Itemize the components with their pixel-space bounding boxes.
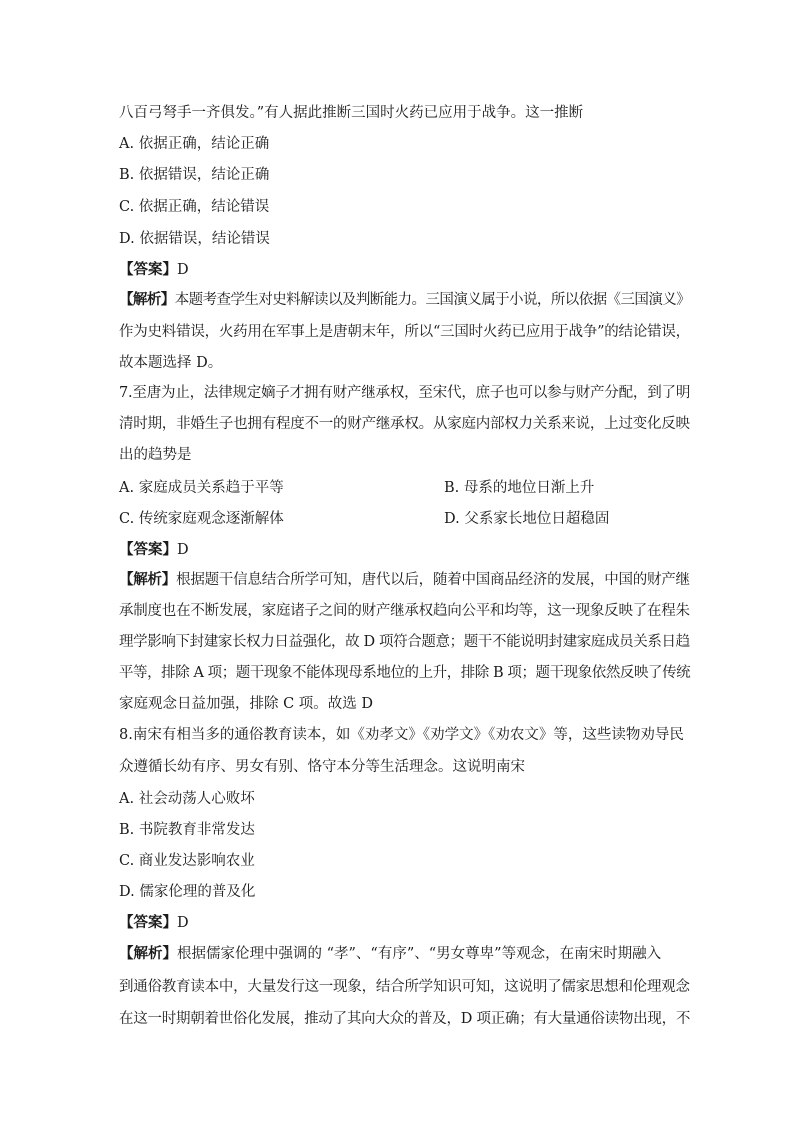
q8-stem-line-2: 众遵循长幼有序、男女有别、恪守本分等生活理念。这说明南宋 bbox=[119, 759, 525, 775]
q8-analysis-line-1 bbox=[119, 944, 661, 964]
q7-analysis-line-1 bbox=[119, 570, 690, 590]
q7-option-d: D. 父系家长地位日超稳固 bbox=[444, 511, 610, 527]
q7-analysis-line-2: 承制度也在不断发展，家庭诸子之间的财产继承权趋向公平和均等，这一现象反映了在程朱 bbox=[119, 603, 690, 619]
q7-stem-line-1: 7.至唐为止，法律规定嫡子才拥有财产继承权，至宋代，庶子也可以参与财产分配，到了明 bbox=[119, 385, 691, 401]
q7-analysis-line-5: 家庭观念日益加强，排除 C 项。故选 D bbox=[119, 696, 374, 712]
q6-stem-tail: 八百弓弩手一齐俱发。”有人据此推断三国时火药已应用于战争。这一推断 bbox=[119, 105, 584, 121]
q7-option-b: B. 母系的地位日渐上升 bbox=[444, 480, 595, 496]
analysis-text: 根据儒家伦理中强调的 “孝”、“有序”、“男女尊卑”等观念，在南宋时期融入 bbox=[177, 946, 662, 962]
q6-analysis-line-1 bbox=[119, 290, 690, 310]
answer-label: 【答案】 bbox=[119, 541, 177, 558]
q7-analysis-line-4: 平等，排除 A 项；题干现象不能体现母系地位的上升，排除 B 项；题干现象依然反映了传统 bbox=[119, 665, 691, 681]
analysis-label: 【解析】 bbox=[119, 945, 177, 962]
q6-analysis-line-3: 故本题选择 D。 bbox=[119, 355, 223, 371]
analysis-text: 本题考查学生对史料解读以及判断能力。三国演义属于小说，所以依据《三国演义》 bbox=[174, 292, 691, 308]
q8-option-a: A. 社会动荡人心败坏 bbox=[119, 791, 255, 807]
q6-analysis-line-2: 作为史料错误，火药用在军事上是唐朝末年，所以“三国时火药已应用于战争”的结论错误， bbox=[119, 324, 690, 340]
q7-stem-line-3: 出的趋势是 bbox=[119, 447, 192, 463]
q8-option-d: D. 儒家伦理的普及化 bbox=[119, 884, 256, 900]
q7-stem-line-2: 清时期，非婚生子也拥有程度不一的财产继承权。从家庭内部权力关系来说，上过变化反映 bbox=[119, 416, 690, 432]
q7-answer bbox=[119, 540, 189, 560]
analysis-label: 【解析】 bbox=[119, 571, 177, 588]
q6-option-a: A. 依据正确，结论正确 bbox=[119, 136, 270, 152]
q8-analysis-line-3: 在这一时期朝着世俗化发展，推动了其向大众的普及，D 项正确；有大量通俗读物出现，不 bbox=[119, 1011, 691, 1027]
q6-option-c: C. 依据正确，结论错误 bbox=[119, 199, 270, 215]
q7-option-c: C. 传统家庭观念逐渐解体 bbox=[119, 511, 284, 527]
answer-value: D bbox=[177, 542, 189, 558]
answer-label: 【答案】 bbox=[119, 261, 177, 278]
q7-analysis-line-3: 理学影响下封建家长权力日益强化，故 D 项符合题意；题干不能说明封建家庭成员关系日趋 bbox=[119, 634, 690, 650]
q6-option-b: B. 依据错误，结论正确 bbox=[119, 167, 270, 183]
q6-answer bbox=[119, 260, 189, 280]
q8-option-c: C. 商业发达影响农业 bbox=[119, 853, 255, 869]
q8-analysis-line-2: 到通俗教育读本中，大量发行这一现象，结合所学知识可知，这说明了儒家思想和伦理观念 bbox=[119, 979, 690, 995]
analysis-label: 【解析】 bbox=[119, 291, 175, 308]
q8-stem-line-1: 8.南宋有相当多的通俗教育读本，如《劝孝文》《劝学文》《劝农文》等，这些读物劝导民 bbox=[119, 727, 684, 743]
q7-option-a: A. 家庭成员关系趋于平等 bbox=[119, 480, 284, 496]
answer-value: D bbox=[177, 915, 189, 931]
q6-option-d: D. 依据错误，结论错误 bbox=[119, 231, 270, 247]
answer-label: 【答案】 bbox=[119, 914, 177, 931]
q8-option-b: B. 书院教育非常发达 bbox=[119, 822, 255, 838]
q8-answer bbox=[119, 913, 189, 933]
answer-value: D bbox=[177, 262, 189, 278]
analysis-text: 根据题干信息结合所学可知，唐代以后，随着中国商品经济的发展，中国的财产继 bbox=[176, 572, 690, 588]
